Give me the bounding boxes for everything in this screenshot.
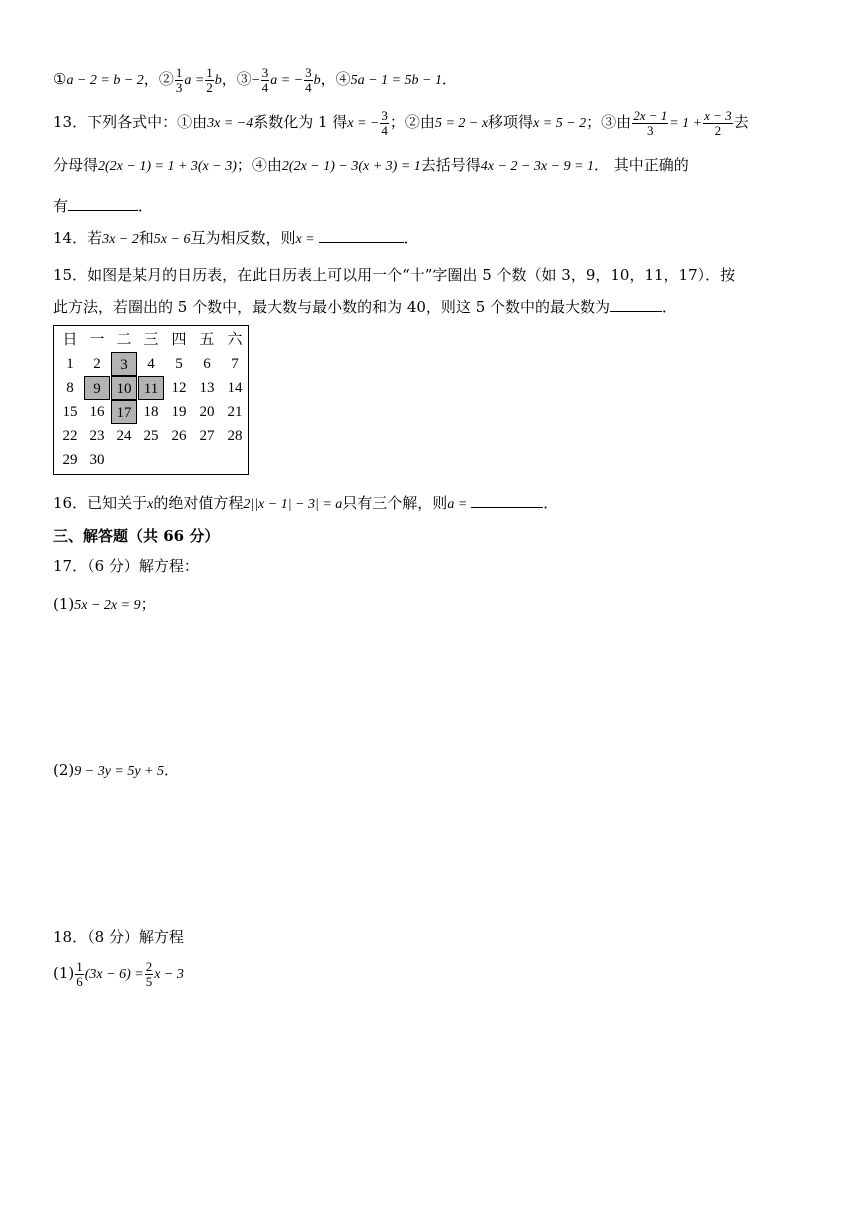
q16-text1: 已知关于 [87, 494, 148, 512]
fraction-denominator: 3 [646, 122, 654, 138]
calendar-day-cell: 24 [116, 428, 132, 444]
q16-number: 16． [53, 494, 88, 512]
q12-opt3-mark: ③ [236, 70, 252, 89]
q13-line3 [53, 199, 153, 214]
q13-text7: 分母得 [53, 156, 99, 174]
q17-heading: 17．（6 分）解方程： [53, 557, 199, 575]
q13-expr1: 3x = −4 [207, 116, 254, 132]
fraction-denominator: 5 [145, 973, 153, 989]
q13-number: 13． [53, 113, 88, 132]
q12-opt3-fraction2 [304, 66, 313, 94]
q15-text1: 如图是某月的日历表，在此日历表上可以用一个“十”字圈出 5 个数（如 3，9，10，11，17）．按 [87, 266, 736, 284]
q13-text10: ． 其中正确的 [594, 156, 689, 174]
part-label: (2) [53, 761, 75, 779]
calendar-day-cell: 21 [227, 404, 243, 420]
q16-text3: 只有三个解，则 [342, 494, 448, 512]
q18-expr-mid: (3x − 6) = [84, 967, 144, 983]
q14-expr2: 5x − 6 [153, 232, 191, 247]
q13-text6: 去 [733, 113, 749, 132]
q12-options-line [53, 66, 457, 94]
fraction-denominator: 2 [206, 79, 213, 95]
q17-part1-expr: 5x − 2x = 9 [74, 598, 141, 613]
q14-line [53, 231, 419, 247]
q14-answer-blank[interactable] [319, 241, 404, 243]
q13-fraction2 [632, 109, 668, 137]
q16-text2: 的绝对值方程 [153, 494, 244, 512]
part-label: (1) [53, 964, 75, 983]
period: ． [138, 197, 154, 215]
calendar-day-cell-highlighted: 9 [84, 376, 110, 400]
q14-text2: 和 [138, 229, 154, 247]
q17-part2 [53, 763, 179, 779]
calendar-day-cell: 27 [199, 428, 215, 444]
calendar-day-cell: 14 [227, 380, 243, 396]
q13-expr6: 2(2x − 1) = 1 + 3(x − 3) [98, 159, 237, 174]
q14-expr3: x = [295, 232, 315, 247]
q16-line [53, 496, 558, 512]
q13-answer-blank[interactable] [68, 209, 138, 211]
q17-part1 [53, 597, 156, 613]
calendar-day-cell: 4 [147, 356, 155, 372]
period: ． [403, 229, 419, 247]
calendar-header-cell: 四 [171, 332, 187, 348]
separator: ， [143, 70, 159, 89]
q13-line2 [53, 158, 689, 174]
q15-text2: 此方法，若圈出的 5 个数中，最大数与最小数的和为 40，则这 5 个数中的最大数为 [53, 298, 611, 316]
q14-text1: 若 [87, 229, 103, 247]
q12-opt2-mark: ② [158, 70, 174, 89]
calendar-day-cell: 16 [89, 404, 105, 420]
calendar-day-cell: 12 [171, 380, 187, 396]
q15-line1 [53, 268, 735, 283]
q16-expr2: 2||x − 1| − 3| = a [243, 497, 343, 512]
fraction-numerator: 3 [305, 65, 312, 80]
calendar-day-cell: 26 [171, 428, 187, 444]
calendar-day-cell: 15 [62, 404, 78, 420]
q12-opt2-fraction2 [205, 66, 214, 94]
q13-text1: 下列各式中：①由 [87, 113, 208, 132]
q15-number: 15． [53, 266, 88, 284]
section-title: 三、解答题（共 66 分） [53, 527, 220, 545]
fraction-numerator: 1 [206, 65, 213, 80]
calendar-day-cell: 2 [93, 356, 101, 372]
calendar-day-cell: 28 [227, 428, 243, 444]
q13-expr8: 4x − 2 − 3x − 9 = 1 [480, 159, 595, 174]
calendar-day-cell: 6 [203, 356, 211, 372]
q13-text11: 有 [53, 197, 69, 215]
fraction-denominator: 3 [175, 79, 183, 95]
fraction-numerator: 3 [261, 65, 269, 80]
calendar-header-cell: 一 [89, 332, 105, 348]
q14-text3: 互为相反数，则 [190, 229, 296, 247]
calendar-table [53, 325, 249, 475]
calendar-day-cell-highlighted: 10 [111, 376, 137, 400]
fraction-numerator: 2x − 1 [633, 108, 668, 123]
fraction-denominator: 2 [714, 122, 722, 138]
q13-expr7: 2(2x − 1) − 3(x + 3) = 1 [281, 159, 421, 174]
q18-part1 [53, 960, 184, 988]
q12-opt3-pre: − [251, 73, 260, 89]
calendar-header-cell: 二 [116, 332, 132, 348]
calendar-day-cell: 18 [143, 404, 159, 420]
q13-text5: ；③由 [586, 113, 632, 132]
calendar-day-cell: 19 [171, 404, 187, 420]
q12-opt2-mid: a = [184, 73, 205, 89]
q13-text2: 系数化为 1 得 [253, 113, 348, 132]
calendar-day-cell: 7 [231, 356, 239, 372]
period: ． [442, 70, 458, 89]
q13-text4: 移项得 [488, 113, 534, 132]
q13-text9: 去括号得 [420, 156, 481, 174]
calendar-header-cell: 三 [143, 332, 159, 348]
q18-fraction1 [75, 960, 84, 988]
calendar-day-cell-highlighted: 11 [138, 376, 164, 400]
q18-heading: 18．（8 分）解方程 [53, 928, 184, 946]
calendar-day-cell: 13 [199, 380, 215, 396]
punctuation: ； [140, 595, 156, 613]
calendar-day-cell: 29 [62, 452, 78, 468]
q15-answer-blank[interactable] [610, 310, 662, 312]
q12-opt2-end: b [214, 73, 222, 89]
q15-line2 [53, 300, 677, 315]
q12-opt1-expr: a − 2 = b − 2 [66, 73, 144, 89]
calendar-header-cell: 五 [199, 332, 215, 348]
q16-answer-blank[interactable] [471, 506, 543, 508]
q12-opt4-expr: 5a − 1 = 5b − 1 [350, 73, 442, 89]
q14-expr1: 3x − 2 [102, 232, 139, 247]
q12-opt3-mid: a = − [270, 73, 304, 89]
q13-fraction1 [380, 109, 389, 137]
q13-line1 [53, 109, 749, 137]
q13-fraction3 [703, 109, 733, 137]
calendar-day-cell-highlighted: 3 [111, 352, 137, 376]
q13-text3: ；②由 [389, 113, 435, 132]
fraction-denominator: 4 [381, 122, 388, 138]
q13-expr2: x = − [347, 116, 380, 132]
calendar-day-cell: 5 [175, 356, 183, 372]
calendar-header-cell: 六 [227, 332, 243, 348]
period: ． [662, 298, 678, 316]
fraction-numerator: 1 [175, 65, 183, 80]
separator: ， [320, 70, 336, 89]
calendar-day-cell: 22 [62, 428, 78, 444]
period: ． [543, 494, 559, 512]
q12-opt3-end: b [313, 73, 321, 89]
fraction-denominator: 4 [261, 79, 269, 95]
q14-number: 14． [53, 229, 88, 247]
fraction-numerator: 1 [76, 959, 83, 974]
q13-expr3: 5 = 2 − x [434, 116, 489, 132]
q12-opt1-mark: ① [53, 70, 67, 89]
calendar-day-cell-highlighted: 17 [111, 400, 137, 424]
calendar-day-cell: 25 [143, 428, 159, 444]
q13-expr5: = 1 + [669, 116, 703, 132]
calendar-day-cell: 23 [89, 428, 105, 444]
calendar-header-cell: 日 [62, 332, 78, 348]
fraction-numerator: x − 3 [704, 108, 732, 123]
calendar-day-cell: 8 [66, 380, 74, 396]
calendar-day-cell: 1 [66, 356, 74, 372]
fraction-numerator: 2 [145, 959, 153, 974]
q12-opt3-fraction [261, 66, 270, 94]
part-label: (1) [53, 595, 75, 613]
fraction-denominator: 6 [76, 973, 83, 989]
q16-expr3: a = [447, 497, 468, 512]
q18-expr-end: x − 3 [154, 967, 184, 983]
q13-text8: ；④由 [236, 156, 282, 174]
q17-part2-expr: 9 − 3y = 5y + 5 [74, 764, 165, 779]
punctuation: ． [164, 761, 180, 779]
calendar-day-cell: 30 [89, 452, 105, 468]
q16-expr1: x [147, 497, 154, 512]
q12-opt2-fraction [175, 66, 184, 94]
fraction-denominator: 4 [305, 79, 312, 95]
fraction-numerator: 3 [381, 108, 388, 123]
q12-opt4-mark: ④ [335, 70, 351, 89]
calendar-day-cell: 20 [199, 404, 215, 420]
q18-fraction2 [145, 960, 154, 988]
q13-expr4: x = 5 − 2 [533, 116, 587, 132]
separator: ， [221, 70, 237, 89]
